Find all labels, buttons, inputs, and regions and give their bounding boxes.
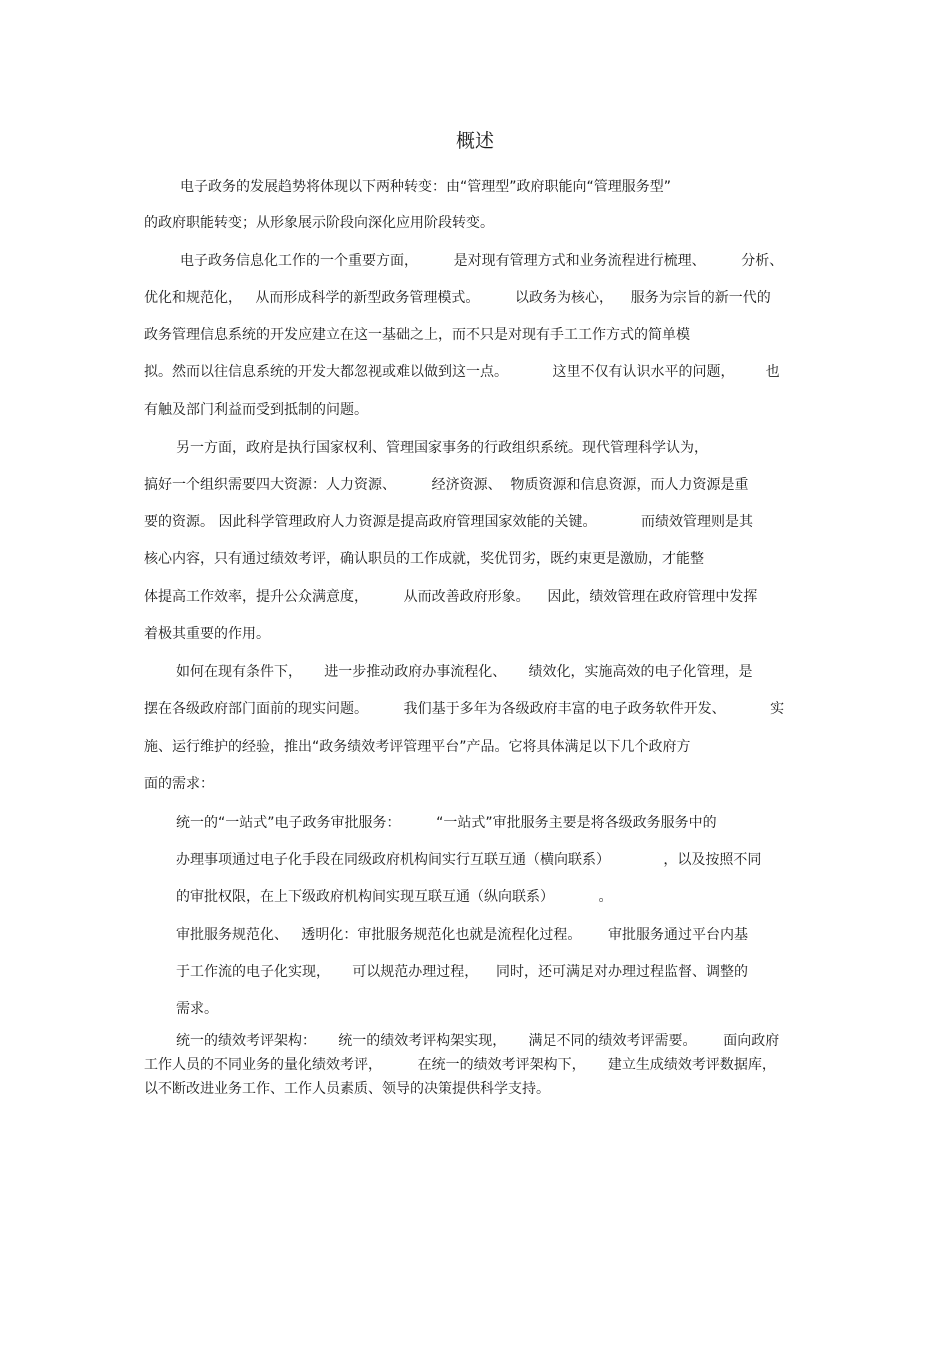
text-line: 优化和规范化， 从而形成科学的新型政务管理模式。 以政务为核心， 服务为宗旨的新一代的 <box>144 290 771 306</box>
text-line: 核心内容，只有通过绩效考评，确认职员的工作成就，奖优罚劣，既约束更是激励，才能整 <box>144 551 704 567</box>
text-line: 着极其重要的作用。 <box>144 626 270 642</box>
text-line: 电子政务信息化工作的一个重要方面， 是对现有管理方式和业务流程进行梳理、 分析、 <box>180 253 784 269</box>
text-line: 另一方面，政府是执行国家权利、管理国家事务的行政组织系统。现代管理科学认为， <box>176 440 708 456</box>
text-line: 统一的绩效考评架构： 统一的绩效考评构架实现， 满足不同的绩效考评需要。 面向政府 <box>176 1033 780 1049</box>
text-line: 的审批权限，在上下级政府机构间实现互联互通（纵向联系） 。 <box>176 889 613 905</box>
text-line: 有触及部门利益而受到抵制的问题。 <box>144 402 368 418</box>
text-line: 搞好一个组织需要四大资源：人力资源、 经济资源、 物质资源和信息资源，而人力资源是重 <box>144 477 749 493</box>
text-line: 审批服务规范化、 透明化：审批服务规范化也就是流程化过程。 审批服务通过平台内基 <box>176 927 749 943</box>
document-title: 概述 <box>455 130 494 152</box>
text-line: 以不断改进业务工作、工作人员素质、领导的决策提供科学支持。 <box>144 1081 550 1097</box>
text-line: 工作人员的不同业务的量化绩效考评， 在统一的绩效考评架构下， 建立生成绩效考评数据库， <box>144 1057 776 1073</box>
text-line: 摆在各级政府部门面前的现实问题。 我们基于多年为各级政府丰富的电子政务软件开发、 实 <box>144 701 785 717</box>
text-line: 统一的“一站式”电子政务审批服务： “一站式”审批服务主要是将各级政务服务中的 <box>176 815 717 831</box>
text-line: 体提高工作效率，提升公众满意度， 从而改善政府形象。 因此，绩效管理在政府管理中发挥 <box>144 589 758 605</box>
text-line: 于工作流的电子化实现， 可以规范办理过程， 同时，还可满足对办理过程监督、调整的 <box>176 964 749 980</box>
text-line: 施、运行维护的经验，推出“政务绩效考评管理平台”产品。它将具体满足以下几个政府方 <box>144 739 691 755</box>
text-line: 如何在现有条件下， 进一步推动政府办事流程化、 绩效化，实施高效的电子化管理，是 <box>176 664 753 680</box>
text-line: 电子政务的发展趋势将体现以下两种转变：由“管理型”政府职能向“管理服务型” <box>180 179 672 195</box>
text-line: 的政府职能转变；从形象展示阶段向深化应用阶段转变。 <box>144 215 494 231</box>
text-line: 办理事项通过电子化手段在同级政府机构间实行互联互通（横向联系） ，以及按照不同 <box>176 852 762 868</box>
text-line: 政务管理信息系统的开发应建立在这一基础之上，而不只是对现有手工工作方式的简单模 <box>144 327 690 343</box>
text-line: 要的资源。 因此科学管理政府人力资源是提高政府管理国家效能的关键。 而绩效管理则是其 <box>144 514 753 530</box>
text-line: 需求。 <box>176 1001 218 1017</box>
text-line: 面的需求： <box>144 776 214 792</box>
text-line: 拟。然而以往信息系统的开发大都忽视或难以做到这一点。 这里不仅有认识水平的问题， 也 <box>144 364 780 380</box>
